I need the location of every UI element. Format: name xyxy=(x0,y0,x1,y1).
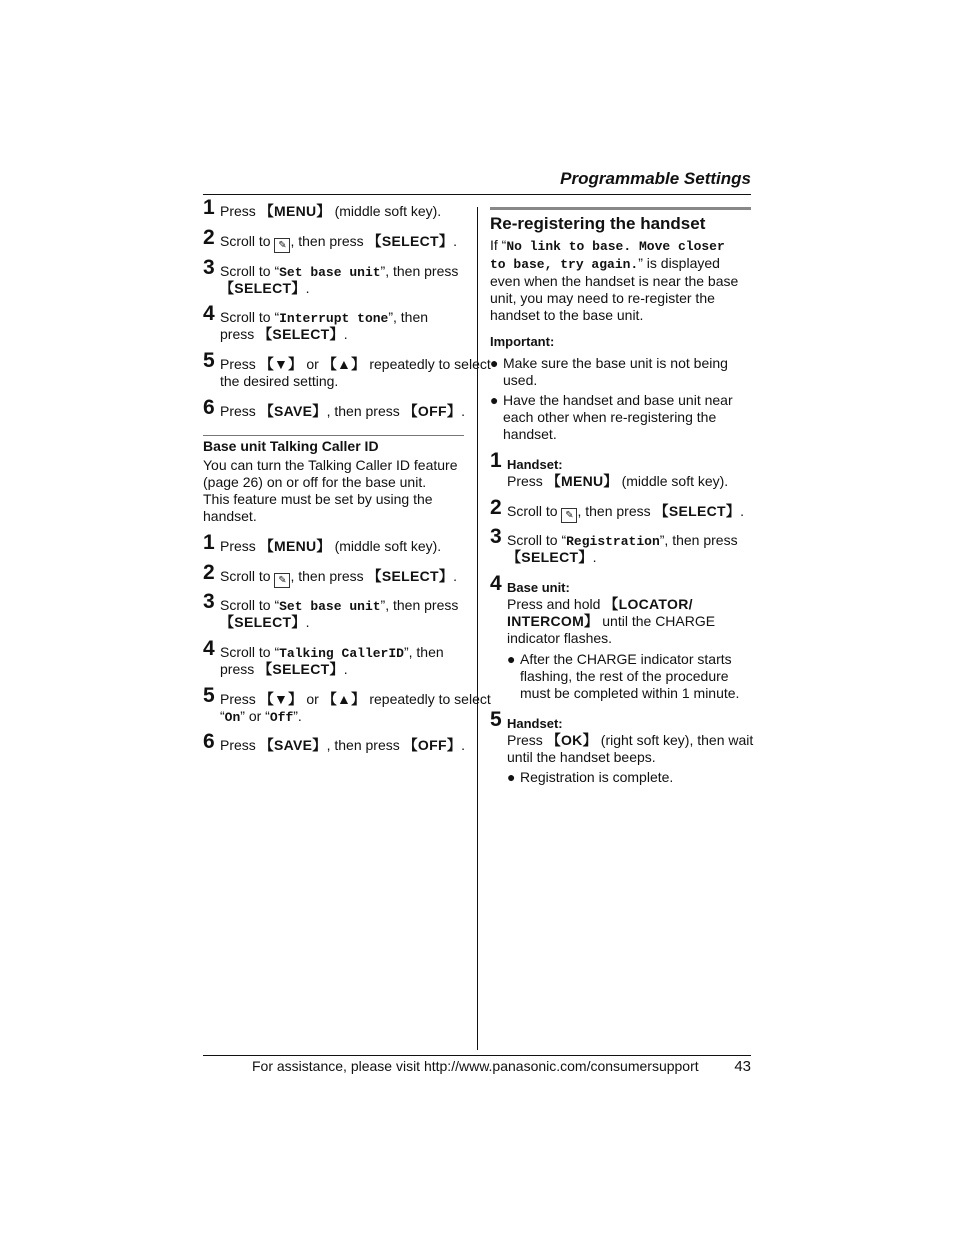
step-number: 1 xyxy=(490,449,502,472)
step-number: 3 xyxy=(203,590,215,613)
bullet-icon: ● xyxy=(507,651,516,667)
step-number: 5 xyxy=(203,349,215,372)
step-number: 4 xyxy=(203,637,215,660)
footer-rule xyxy=(203,1055,751,1056)
page-number: 43 xyxy=(734,1058,751,1075)
step-number: 3 xyxy=(203,256,215,279)
settings-menu-icon: ✎ xyxy=(274,238,290,253)
step-number: 6 xyxy=(203,396,215,419)
step-number: 1 xyxy=(203,531,215,554)
talking-caller-id-desc: You can turn the Talking Caller ID feature (page 26) on or off for the base unit. This feature must be set by using the handset. xyxy=(203,457,458,524)
talking-caller-id-title: Base unit Talking Caller ID xyxy=(203,438,379,454)
step-number: 2 xyxy=(490,496,502,519)
important-label: Important: xyxy=(490,334,555,349)
bullet-icon: ● xyxy=(490,392,499,408)
step-number: 2 xyxy=(203,561,215,584)
column-divider xyxy=(477,207,478,1050)
bullet-icon: ● xyxy=(490,355,499,371)
step-number: 1 xyxy=(203,196,215,219)
section-heading-bar xyxy=(490,207,751,210)
settings-menu-icon: ✎ xyxy=(561,508,577,523)
step-number: 3 xyxy=(490,525,502,548)
page-header-title: Programmable Settings xyxy=(560,169,751,188)
section-title: Re-registering the handset xyxy=(490,214,706,233)
step-number: 5 xyxy=(490,708,502,731)
footer-support-text: For assistance, please visit http://www.panasonic.com/consumersupport xyxy=(252,1058,699,1074)
subsection-rule xyxy=(203,435,464,436)
bullet-icon: ● xyxy=(507,769,516,785)
step-number: 4 xyxy=(203,302,215,325)
intro-paragraph: If “No link to base. Move closer to base, try again.” is displayed even when the handset is near the base unit, you may need to re-register the handset to the base unit. xyxy=(490,237,739,323)
step-number: 4 xyxy=(490,572,502,595)
header-rule xyxy=(203,194,751,195)
step-number: 6 xyxy=(203,730,215,753)
step-number: 5 xyxy=(203,684,215,707)
step-number: 2 xyxy=(203,226,215,249)
settings-menu-icon: ✎ xyxy=(274,573,290,588)
